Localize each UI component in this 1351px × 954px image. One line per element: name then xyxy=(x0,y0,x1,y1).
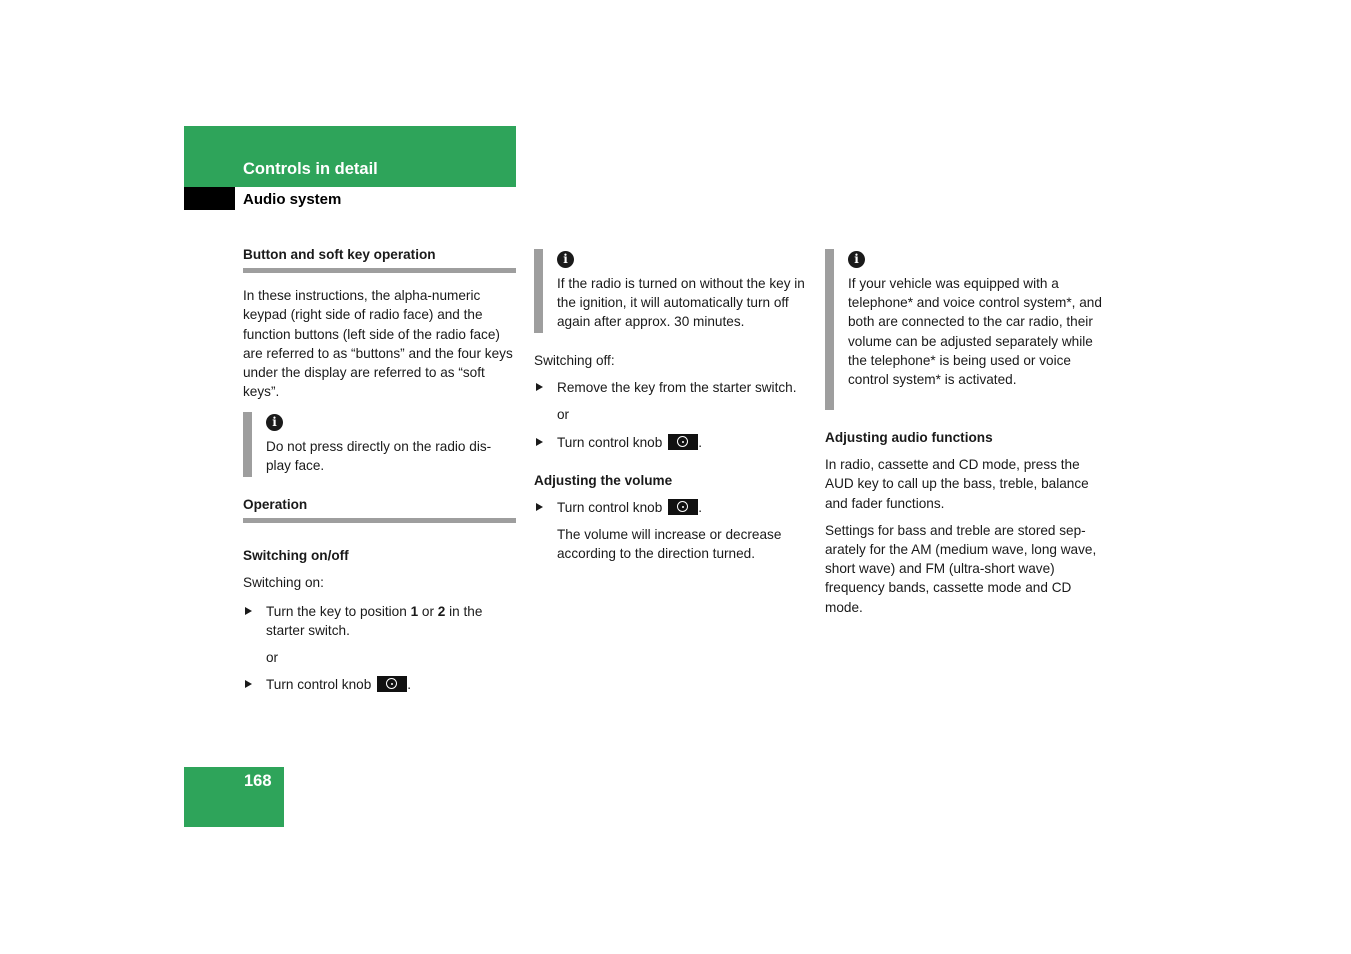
step-turn-knob: Turn control knob . xyxy=(243,675,516,694)
column-1-operation xyxy=(243,495,516,694)
section-title: Audio system xyxy=(243,191,342,208)
heading-volume: Adjusting the volume xyxy=(534,472,673,488)
column-1 xyxy=(243,245,516,401)
info-note-display xyxy=(243,412,516,477)
note-text: If your vehicle was equipped with a telephone* and voice control system*, and both are connected to the car radio, their volume can be adjusted separately while the telephone* is being used or voice control system* is activated. xyxy=(848,276,1102,388)
bullet-arrow-icon xyxy=(245,607,252,615)
switching-on-label: Switching on: xyxy=(243,575,324,591)
heading-audio-functions: Adjusting audio functions xyxy=(825,430,993,445)
step-turn-key: Turn the key to position 1 or 2 in the starter switch. xyxy=(243,602,516,640)
control-knob-icon xyxy=(377,676,407,692)
control-knob-icon xyxy=(668,434,698,450)
heading-operation: Operation xyxy=(243,495,516,523)
bullet-arrow-icon xyxy=(245,680,252,688)
control-knob-icon xyxy=(668,499,698,515)
bullet-arrow-icon xyxy=(536,503,543,511)
info-note-auto-off xyxy=(534,249,809,333)
audio-paragraph-2: Settings for bass and treble are stored sep-arately for the AM (medium wave, long wave, short wave) and FM (ultra-short wave) frequency bands, cassette mode and CD mode. xyxy=(825,522,1097,615)
info-note-telephone xyxy=(825,249,1105,410)
column-3 xyxy=(825,428,1105,617)
step-turn-knob-off: Turn control knob . xyxy=(534,433,809,452)
step-volume-knob: Turn control knob . xyxy=(534,498,809,517)
info-icon: i xyxy=(266,414,283,431)
info-icon: i xyxy=(848,251,865,268)
page-number: 168 xyxy=(244,772,272,790)
heading-switching: Switching on/off xyxy=(243,548,349,564)
note-text: Do not press directly on the radio dis-play face. xyxy=(266,439,492,474)
bullet-arrow-icon xyxy=(536,383,543,391)
step-remove-key: Remove the key from the starter switch. xyxy=(534,378,809,397)
audio-paragraph-1: In radio, cassette and CD mode, press the AUD key to call up the bass, treble, balance and fader functions. xyxy=(825,457,1089,511)
chapter-title: Controls in detail xyxy=(243,160,378,178)
volume-result: The volume will increase or decrease according to the direction turned. xyxy=(557,527,782,562)
info-icon: i xyxy=(557,251,574,268)
intro-paragraph: In these instructions, the alpha-numeric keypad (right side of radio face) and the function buttons (left side of the radio face) are referred to as “buttons” and the four keys under the display are referred to as “soft keys”. xyxy=(243,288,513,400)
section-marker xyxy=(184,187,235,210)
bullet-arrow-icon xyxy=(536,438,543,446)
heading-button-soft-key: Button and soft key operation xyxy=(243,245,516,273)
note-text: If the radio is turned on without the key in the ignition, it will automatically turn off again after approx. 30 minutes. xyxy=(557,276,805,330)
column-2 xyxy=(534,351,809,564)
or-text: or xyxy=(557,407,570,423)
switching-off-label: Switching off: xyxy=(534,353,615,368)
or-text: or xyxy=(266,650,279,666)
